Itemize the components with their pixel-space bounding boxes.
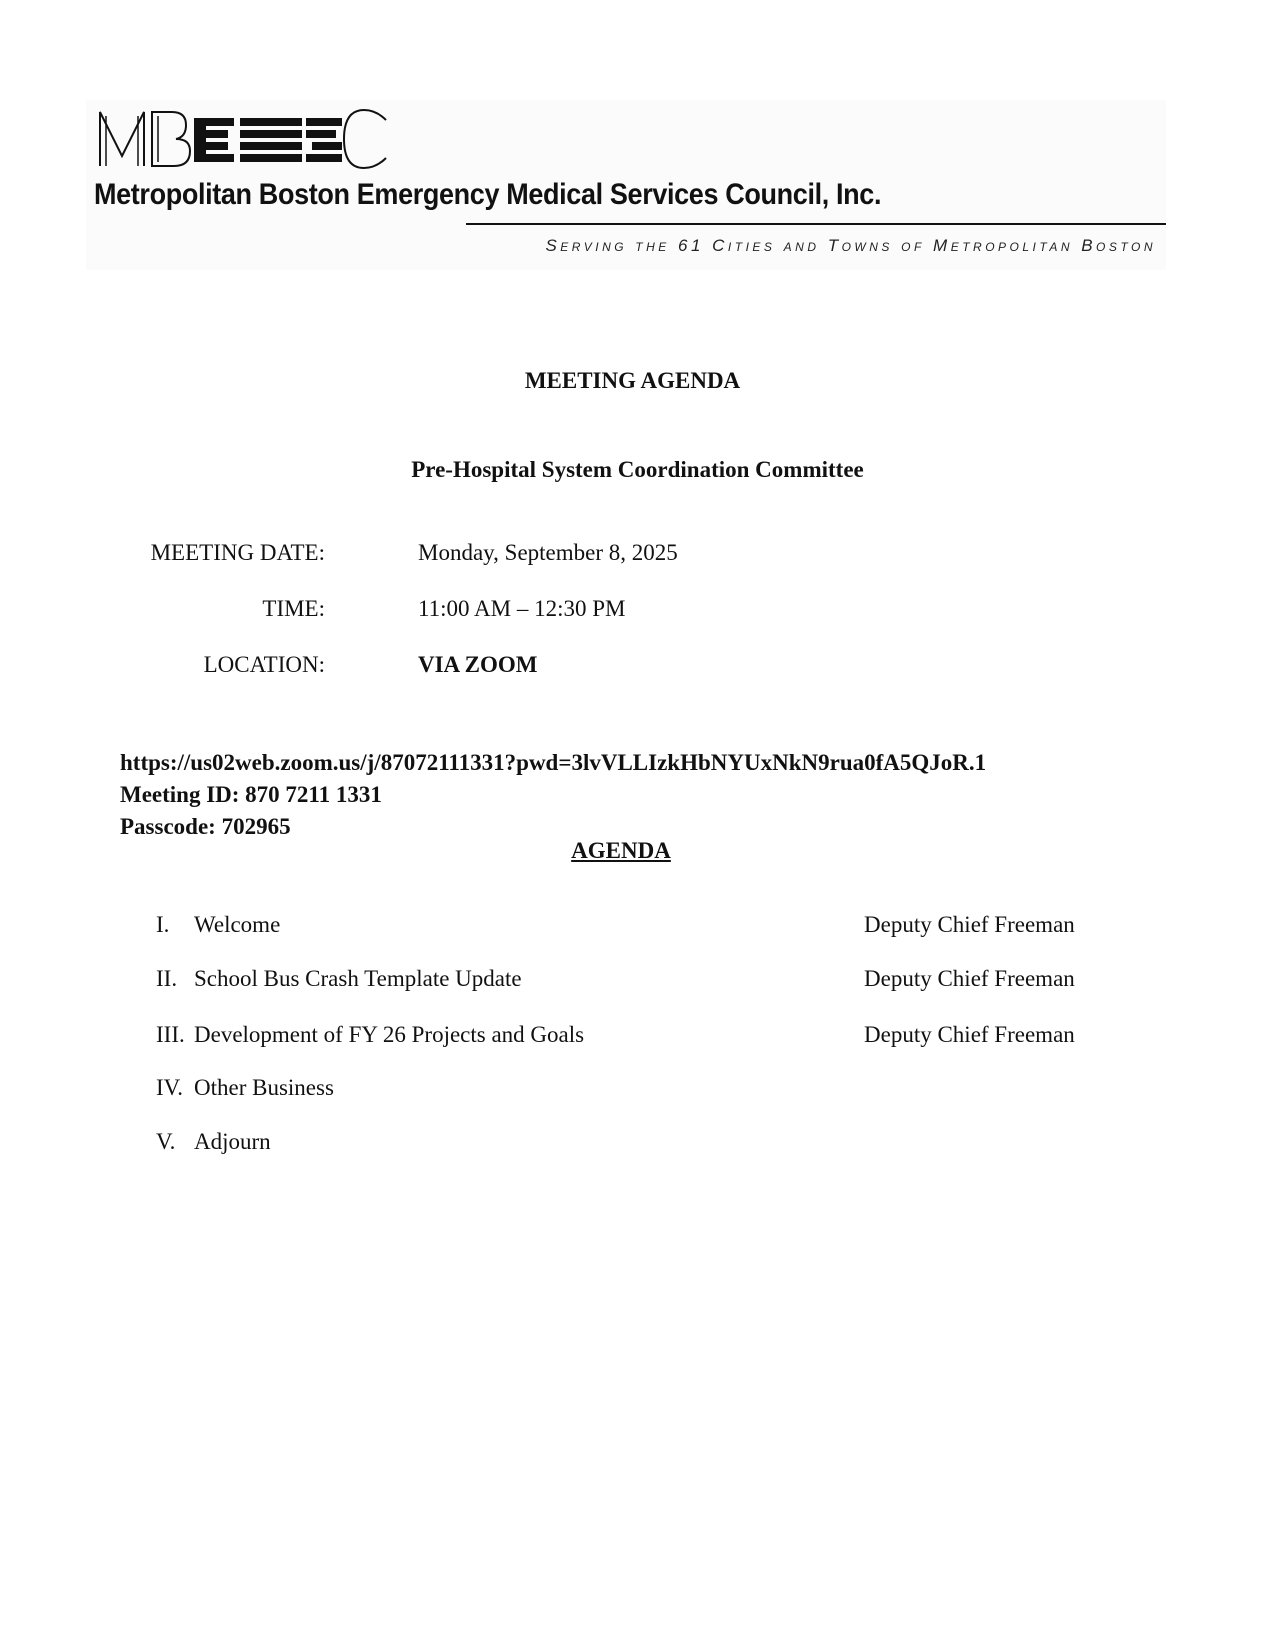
agenda-item-number: II. <box>156 966 178 991</box>
meeting-date-value: Monday, September 8, 2025 <box>418 540 678 565</box>
time-row <box>0 596 1275 626</box>
agenda-item-title: Adjourn <box>194 1129 271 1154</box>
agenda-item-title: Welcome <box>194 912 281 937</box>
agenda-item <box>0 912 1275 944</box>
letterhead-rule <box>466 223 1166 225</box>
committee-name: Pre-Hospital System Coordination Committee <box>411 457 864 482</box>
agenda-item-title: Other Business <box>194 1075 334 1100</box>
zoom-details <box>120 747 986 843</box>
meeting-id: Meeting ID: 870 7211 1331 <box>120 782 382 807</box>
meeting-date-label: MEETING DATE: <box>150 540 325 565</box>
agenda-item-number: III. <box>156 1022 185 1047</box>
agenda-item-title: Development of FY 26 Projects and Goals <box>194 1022 585 1047</box>
agenda-item-title: School Bus Crash Template Update <box>194 966 522 991</box>
tagline: Serving the 61 Cities and Towns of Metropolitan Boston <box>545 236 1156 255</box>
agenda-item <box>0 966 1275 998</box>
page-title: MEETING AGENDA <box>524 368 741 393</box>
time-label: TIME: <box>262 596 325 621</box>
org-name: Metropolitan Boston Emergency Medical Services Council, Inc. <box>94 178 882 211</box>
agenda-item-presenter: Deputy Chief Freeman <box>864 1022 1075 1047</box>
agenda-item-number: I. <box>156 912 170 937</box>
letterhead <box>86 100 1166 270</box>
location-row <box>0 652 1275 682</box>
agenda-item-presenter: Deputy Chief Freeman <box>864 966 1075 991</box>
agenda-item-number: V. <box>156 1129 176 1154</box>
zoom-link[interactable]: https://us02web.zoom.us/j/87072111331?pwd=3lvVLLIzkHbNYUxNkN9rua0fA5QJoR.1 <box>120 750 987 775</box>
agenda-item-presenter: Deputy Chief Freeman <box>864 912 1075 937</box>
location-value: VIA ZOOM <box>418 652 538 677</box>
agenda-item <box>0 1075 1275 1107</box>
meeting-date-row <box>0 540 1275 570</box>
passcode: Passcode: 702965 <box>120 814 291 839</box>
agenda-heading: AGENDA <box>571 838 671 863</box>
agenda-item-number: IV. <box>156 1075 184 1100</box>
agenda-item <box>0 1022 1275 1054</box>
agenda-item <box>0 1129 1275 1161</box>
location-label: LOCATION: <box>203 652 325 677</box>
time-value: 11:00 AM – 12:30 PM <box>418 596 626 621</box>
mbemsc-logo <box>94 104 394 174</box>
